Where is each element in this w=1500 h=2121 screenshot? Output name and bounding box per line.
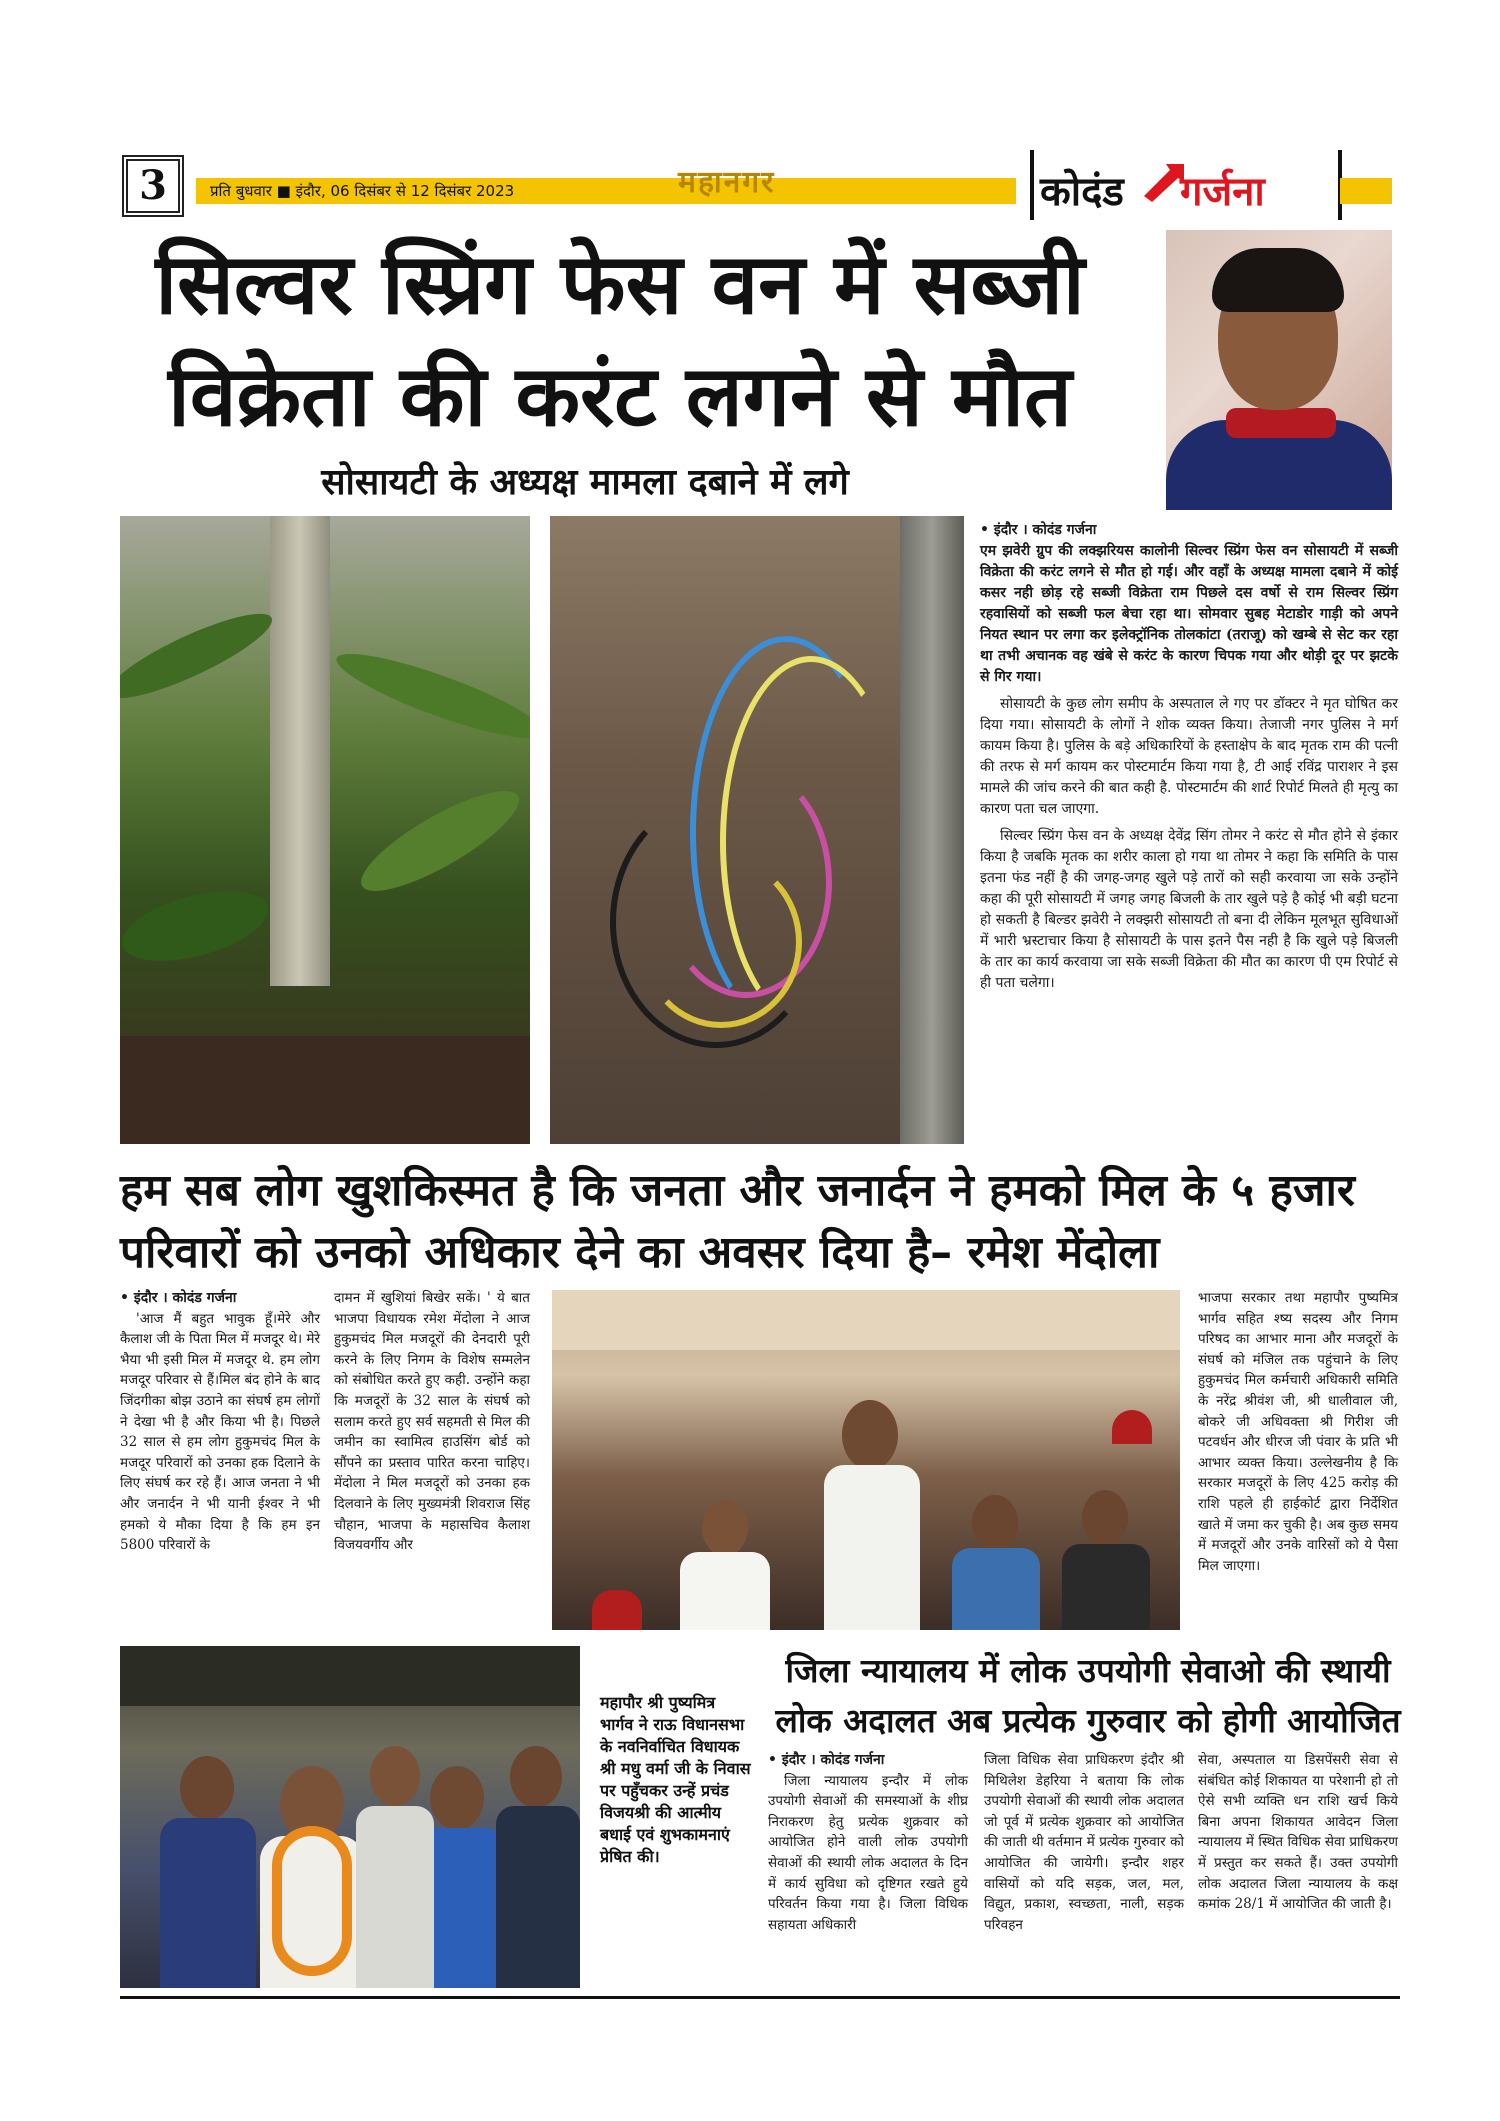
logo-text-garjana: गर्जना [1180,169,1265,215]
story3-column-2: जिला विधिक सेवा प्राधिकरण इंदौर श्री मिथिलेश डेहरिया ने बताया कि लोक उपयोगी सेवाओं की स्थायी लोक अदालत जो पूर्व में प्रत्येक शुक्रवार को आयोजित की जाती थी वर्तमान में प्रत्येक गुरुवार को आयोजित की जायेगी। इन्दौर शहर वासियों को यदि सड़क, जल, मल, विद्युत, प्रकाश, स्वच्छता, नाली, सड़क परिवहन [984,1752,1184,1933]
logo-divider-left [1030,150,1034,220]
story2-headline: हम सब लोग खुशकिस्मत है कि जनता और जनार्दन ने हमको मिल के ५ हजार परिवारों को उनको अधिकार देने का अवसर दिया है– रमेश मेंदोला [120,1165,1355,1278]
story2-byline: • इंदौर । कोदंड गर्जना [120,1290,237,1306]
page-number: 3 [122,155,184,217]
story1-lead: एम झवेरी ग्रुप की लक्झरियस कालोनी सिल्वर स्प्रिंग फेस वन सोसायटी में सब्जी विक्रेता की करंट लगने से मौत हो गई। और वहाँ के अध्यक्ष मामला दबाने में कोई कसर नही छोड़ रहे सब्जी विक्रेता राम पिछले दस वर्षो से राम सिल्वर स्प्रिंग रहवासियों को सब्जी फल बेचा रहा था। सोमवार सुबह मेटाडोर गाड़ी को अपने नियत स्थान पर लगा कर इलेक्ट्रॉनिक तोलकांटा (तराजू) को खम्बे से सेट कर रहा था तभी अचानक वह खंबे से करंट के कारण चिपक गया और थोड़ी दूर पर झटके से गिर गया। [980,543,1398,685]
story3-column-1-text: जिला न्यायालय इन्दौर में लोक उपयोगी सेवाओं की समस्याओं के शीघ्र निराकरण हेतु प्रत्येक शुक्रवार को आयोजित होने वाली लोक उपयोगी सेवाओं की स्थायी लोक अदालत के दिन में कार्य सुविधा को दृष्टिगत रखते हुये परिवर्तन किया गया है। जिला विधिक सहायता अधिकारी [768,1772,968,1933]
story1-headline [120,228,1120,452]
story2-column-1-text: 'आज मैं बहुत भावुक हूँ।मेरे और कैलाश जी के पिता मिल में मजदूर थे। मेरे भैया भी इसी मिल में मजदूर थे. हम लोग मजदूर परिवार से हैं।मिल बंद होने के बाद जिंदगीका बोझ उठाने का संघर्ष हम लोगों ने देखा भी है और किया भी है। पिछले 32 साल से हम लोग हुकुमचंद मिल के मजदूर परिवारों को उनका हक दिलाने के लिए संघर्ष कर रहे हैं। आज जनता ने भी और जनार्दन ने भी यानी ईश्वर ने भी हमको ये मौका दिया है कि हम इन 5800 परिवारों के [120,1310,320,1554]
story1-paragraph-3: सिल्वर स्प्रिंग फेस वन के अध्यक्ष देवेंद्र सिंग तोमर ने करंट से मौत होने से इंकार किया है जबकि मृतक का शरीर काला हो गया था तोमर ने कहा कि समिति के पास इतना फंड नहीं है की जगह-जगह खुले पड़े तारों को सही करवाया जा सके उन्होंने कहा की पूरी सोसायटी में जगह जगह बिजली के तार खुले पड़े है कोई भी बड़ी घटना हो सकती है बिल्डर झवेरी ने लक्झरी सोसायटी तो बना दी लेकिन मूलभूत सुविधाओं में भारी भ्रस्टाचार किया है सोसायटी के पास इतने पैस नही है कि खुले पड़े बिजली के तार का कार्य करवाया जा सके सब्जी विक्रेता की मौत का कारण पी एम रिपोर्ट से ही पता चलेगा। [980,828,1398,991]
story1-paragraph-2: सोसायटी के कुछ लोग समीप के अस्पताल ले गए पर डॉक्टर ने मृत घोषित कर दिया गया। सोसायटी के लोगों ने शोक व्यक्त किया। तेजाजी नगर पुलिस ने मर्ग कायम किया है। पुलिस के बड़े अधिकारियों के हस्ताक्षेप के बाद मृतक राम की पत्नी की तरफ से मर्ग कायम कर पोस्टमार्टम किया गया है, टी आई रविंद्र पाराशर ने इस मामले की जांच करने की बात कही है. पोस्टमार्टम की शार्ट रिपोर्ट मिलते ही मृत्यु का कारण पता चल जाएगा. [980,696,1398,817]
photo-caption: महापौर श्री पुष्यमित्र भार्गव ने राऊ विधानसभा के नवनिर्वाचित विधायक श्री मधु वर्मा जी के निवास पर पहुँचकर उन्हें प्रचंड विजयश्री की आत्मीय बधाई एवं शुभकामनाएं प्रेषित की। [600,1693,751,1866]
exposed-wires-photo [550,516,964,1144]
logo-text-kodand: कोदंड [1040,169,1124,215]
story3-headline: जिला न्यायालय में लोक उपयोगी सेवाओ की स्थायी लोक अदालत अब प्रत्येक गुरुवार को होगी आयोजित [775,1651,1401,1740]
story1-article [980,520,1398,994]
story2-column-3: भाजपा सरकार तथा महापौर पुष्यमित्र भार्गव सहित श्ष्य सदस्य और निगम परिषद का आभार माना और मजदूरों के संघर्ष को मंजिल तक पहुंचाने के लिए हुकुमचंद मिल कर्मचारी अधिकारी समिति के नरेंद्र श्रीवंश जी, श्री धालीवाल जी, बोकरे जी अधिवक्ता श्री गिरीश जी पटवर्धन और धीरज जी पंवार के प्रति भी आभार व्यक्त किया। उल्लेखनीय है कि सरकार मजदूरों के लिए 425 करोड़ की राशि पहले ही हाईकोर्ट द्वारा निर्देशित खाते में जमा कर चुकी है। अब कुछ समय में मजदूरों और उनके वारिसों को ये पैसा मिल जाएगा। [1198,1290,1398,1574]
page-bottom-rule [120,1996,1400,1999]
story1-headline-line2: विक्रेता की करंट लगने से मौत [168,347,1072,445]
story3-column-3: सेवा, अस्पताल या डिसपेंसरी सेवा से संबंधित कोई शिकायत या परेशानी हो तो ऐसे सभी व्यक्ति धन राशि खर्च किये बिना अपना शिकायत आवेदन जिला न्यायालय में स्थित विधिक सेवा प्राधिकरण में प्रस्तुत कर सकते हैं। उक्त उपयोगी लोक अदालत जिला न्यायालय के कक्ष कमांक 28/1 में आयोजित की जाती है। [1198,1752,1398,1913]
story2-column-2: दामन में खुशियां बिखेर सकें। ' ये बात भाजपा विधायक रमेश मेंदोला ने आज हुकुमचंद मिल मजदूरों की देनदारी पूरी करने के लिए निगम के विशेष सम्मलेन को संबोधित करते हुए कही. उन्होंने कहा कि मजदूरों के 32 साल के संघर्ष को सलाम करते हुए सर्व सहमती से मिल की जमीन का स्वामित्व हाउसिंग बोर्ड को सौंपने का प्रस्ताव पारित करना चाहिए। मेंदोला ने मिल मजदूरों को उनका हक दिलवाने के लिए मुख्यमंत्री शिवराज सिंह चौहान, भाजपा के महासचिव कैलाश विजयवर्गीय और [334,1290,530,1554]
story3-byline: • इंदौर । कोदंड गर्जना [768,1752,885,1768]
assembly-meeting-photo [552,1290,1180,1630]
story1-subhead: सोसायटी के अध्यक्ष मामला दबाने में लगे [321,462,849,503]
dateline: प्रति बुधवार ■ इंदौर, 06 दिसंबर से 12 दिसंबर 2023 [210,182,515,200]
story1-headline-line1: सिल्वर स्प्रिंग फेस वन में सब्जी [155,235,1085,333]
pole-garden-photo [120,516,530,1144]
story1-byline: • इंदौर । कोदंड गर्जना [980,522,1097,538]
section-title: महानगर [678,165,776,200]
story2-column-1 [120,1288,320,1556]
story3-column-1 [768,1750,968,1935]
mayor-congratulation-photo [120,1646,580,1988]
logo-bar [1340,178,1392,204]
victim-portrait-photo [1166,230,1392,510]
